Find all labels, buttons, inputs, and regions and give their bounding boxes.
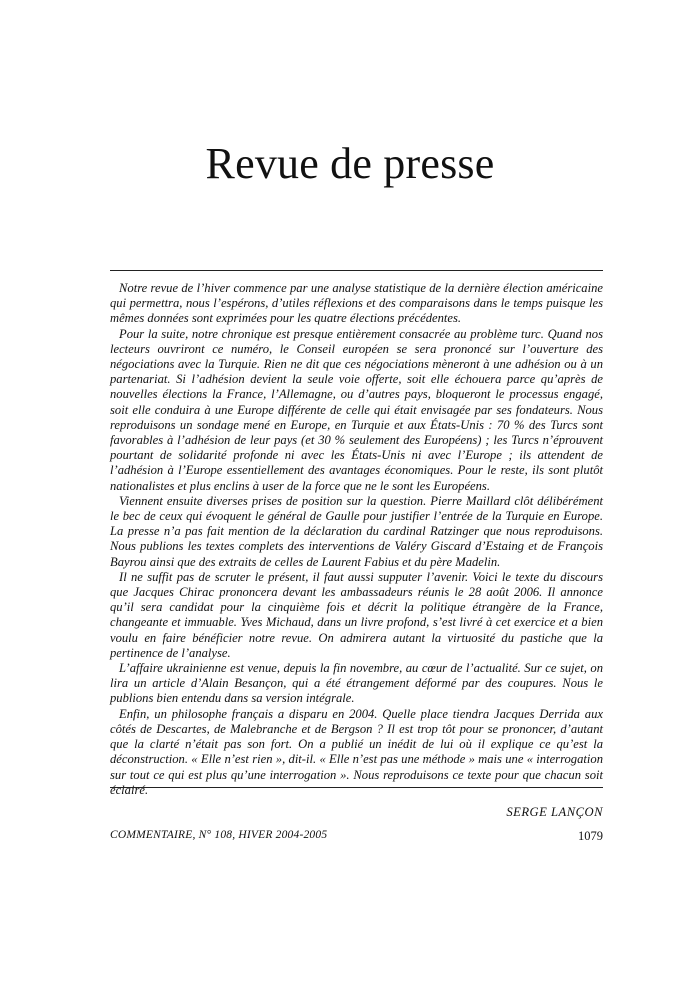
bottom-divider xyxy=(110,787,603,788)
author-signature: SERGE LANÇON xyxy=(506,804,603,819)
paragraph: Il ne suffit pas de scruter le présent, il faut aussi supputer l’avenir. Voici le texte du discours que Jacques Chirac prononcera devant les ambassadeurs réunis le 28 août 2006. Il annonce qu’il sera candidat pour la cinquième fois et décrit la politique étrangère de la France, changeante et immuable. Yves Michaud, dans un livre profond, s’est livré à cet exercice et a bien voulu en faire bénéficier notre revue. On admirera autant la virtuosité du pastiche que la pertinence de l’analyse. xyxy=(110,569,603,660)
page-title: Revue de presse xyxy=(205,139,495,188)
top-divider xyxy=(110,270,603,271)
paragraph: Notre revue de l’hiver commence par une analyse statistique de la dernière élection américaine qui permettra, nous l’espérons, d’utiles réflexions et des comparaisons dans le temps puisque les mêmes données sont exprimées pour les quatre élections précédentes. xyxy=(110,281,603,326)
journal-citation: COMMENTAIRE, N° 108, HIVER 2004-2005 xyxy=(110,829,328,841)
paragraph: Enfin, un philosophe français a disparu en 2004. Quelle place tiendra Jacques Derrida aux côtés de Descartes, de Malebranche et de Bergson ? Il est trop tôt pour se prononcer, d’autant que la clarté n’était pas son fort. On a publié un inédit de lui où il explique ce qu’est la déconstruction. « Elle n’est rien », dit-il. « Elle n’est pas une méthode » mais une « interrogation sur tout ce qui est plus qu’une interrogation ». Nous reproduisons ce texte pour que chacun soit éclairé. xyxy=(110,706,603,797)
page-footer xyxy=(110,829,603,841)
paragraph: L’affaire ukrainienne est venue, depuis la fin novembre, au cœur de l’actualité. Sur ce sujet, on lira un article d’Alain Besançon, qui a été étrangement déformé par des coupures. Nous le publions bien entendu dans sa version intégrale. xyxy=(110,661,603,706)
paragraph: Pour la suite, notre chronique est presque entièrement consacrée au problème turc. Quand nos lecteurs ouvriront ce numéro, le Conseil européen se sera prononcé sur l’ouverture des négociations avec la Turquie. Rien ne dit que ces négociations mèneront à une adhésion ou à un partenariat. Si l’adhésion devient la seule voie offerte, soit elle échouera parce qu’après de nouvelles élections la France, l’Allemagne, ou d’autres pays, bloqueront le processus engagé, soit elle conduira à une Europe différente de celle qui était envisagée par ses fondateurs. Nous reproduisons un sondage mené en Europe, en Turquie et aux États-Unis : 70 % des Turcs sont favorables à l’adhésion de leur pays (et 30 % seulement des Européens) ; les Turcs n’éprouvent pourtant de solidarité profonde ni avec les États-Unis ni avec l’Europe ; ils attendent de l’adhésion à l’Europe essentiellement des avantages économiques. Pour le reste, ils sont plutôt nationalistes et plus enclins à user de la force que ne le sont les Européens. xyxy=(110,326,603,493)
page-number: 1079 xyxy=(578,829,603,843)
article-body xyxy=(110,281,603,820)
paragraph: Viennent ensuite diverses prises de position sur la question. Pierre Maillard clôt délibérément le bec de ceux qui évoquent le général de Gaulle pour justifier l’entrée de la Turquie en Europe. La presse n’a pas fait mention de la déclaration du cardinal Ratzinger que nous reproduisons. Nous publions les textes complets des interventions de Valéry Giscard d’Estaing et de François Bayrou ainsi que des extraits de celles de Laurent Fabius et du père Madelin. xyxy=(110,493,603,569)
